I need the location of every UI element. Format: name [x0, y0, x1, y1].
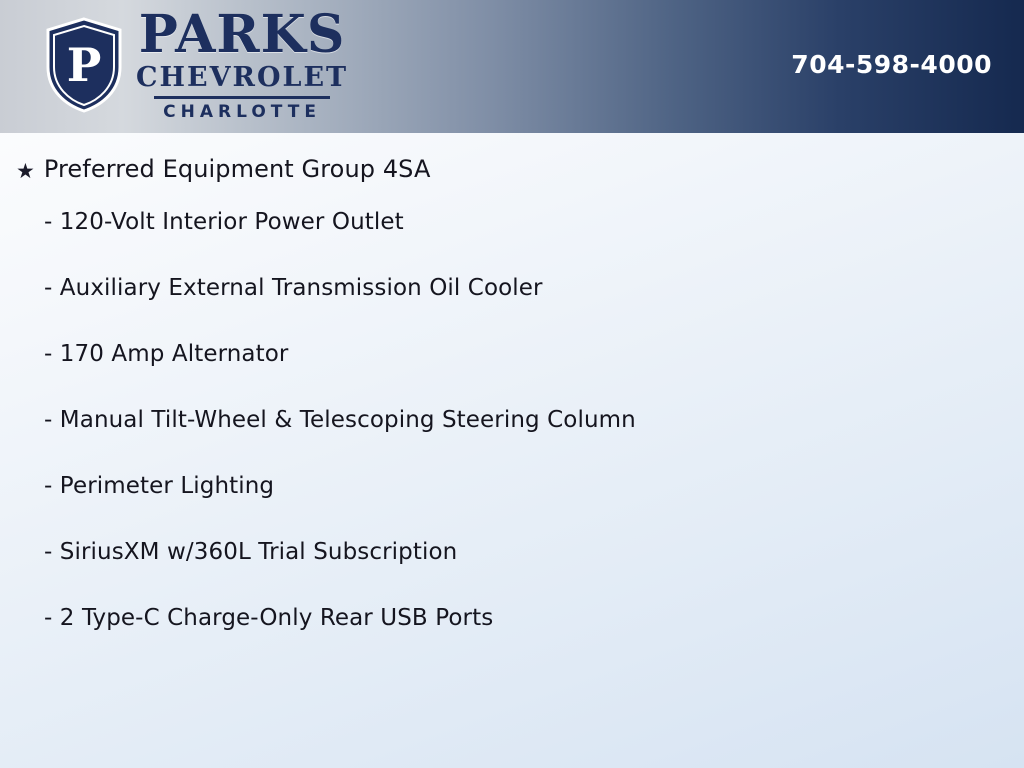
phone-number[interactable]: 704-598-4000 [791, 50, 992, 79]
list-item: - Perimeter Lighting [44, 473, 275, 499]
wordmark-divider [154, 96, 330, 99]
list-item: - 170 Amp Alternator [44, 341, 289, 367]
feature-list [0, 209, 1024, 631]
feature-heading [0, 155, 1024, 183]
list-item: - 2 Type-C Charge-Only Rear USB Ports [44, 605, 494, 631]
list-item: - Manual Tilt-Wheel & Telescoping Steering Column [44, 407, 636, 433]
list-item: - SiriusXM w/360L Trial Subscription [44, 539, 458, 565]
page-header [0, 0, 1024, 133]
dealer-logo [44, 3, 349, 122]
list-item: - 120-Volt Interior Power Outlet [44, 209, 404, 235]
svg-text:P: P [66, 37, 102, 92]
page-title: Preferred Equipment Group 4SA [43, 155, 431, 183]
brand-city: CHARLOTTE [163, 101, 321, 122]
brand-sub-name: CHEVROLET [136, 61, 349, 93]
slide-content [0, 133, 1024, 768]
shield-icon [44, 17, 124, 113]
brand-name: PARKS [138, 3, 346, 65]
star-icon: ★ [16, 159, 35, 183]
list-item: - Auxiliary External Transmission Oil Cooler [44, 275, 543, 301]
brand-wordmark [136, 3, 349, 122]
